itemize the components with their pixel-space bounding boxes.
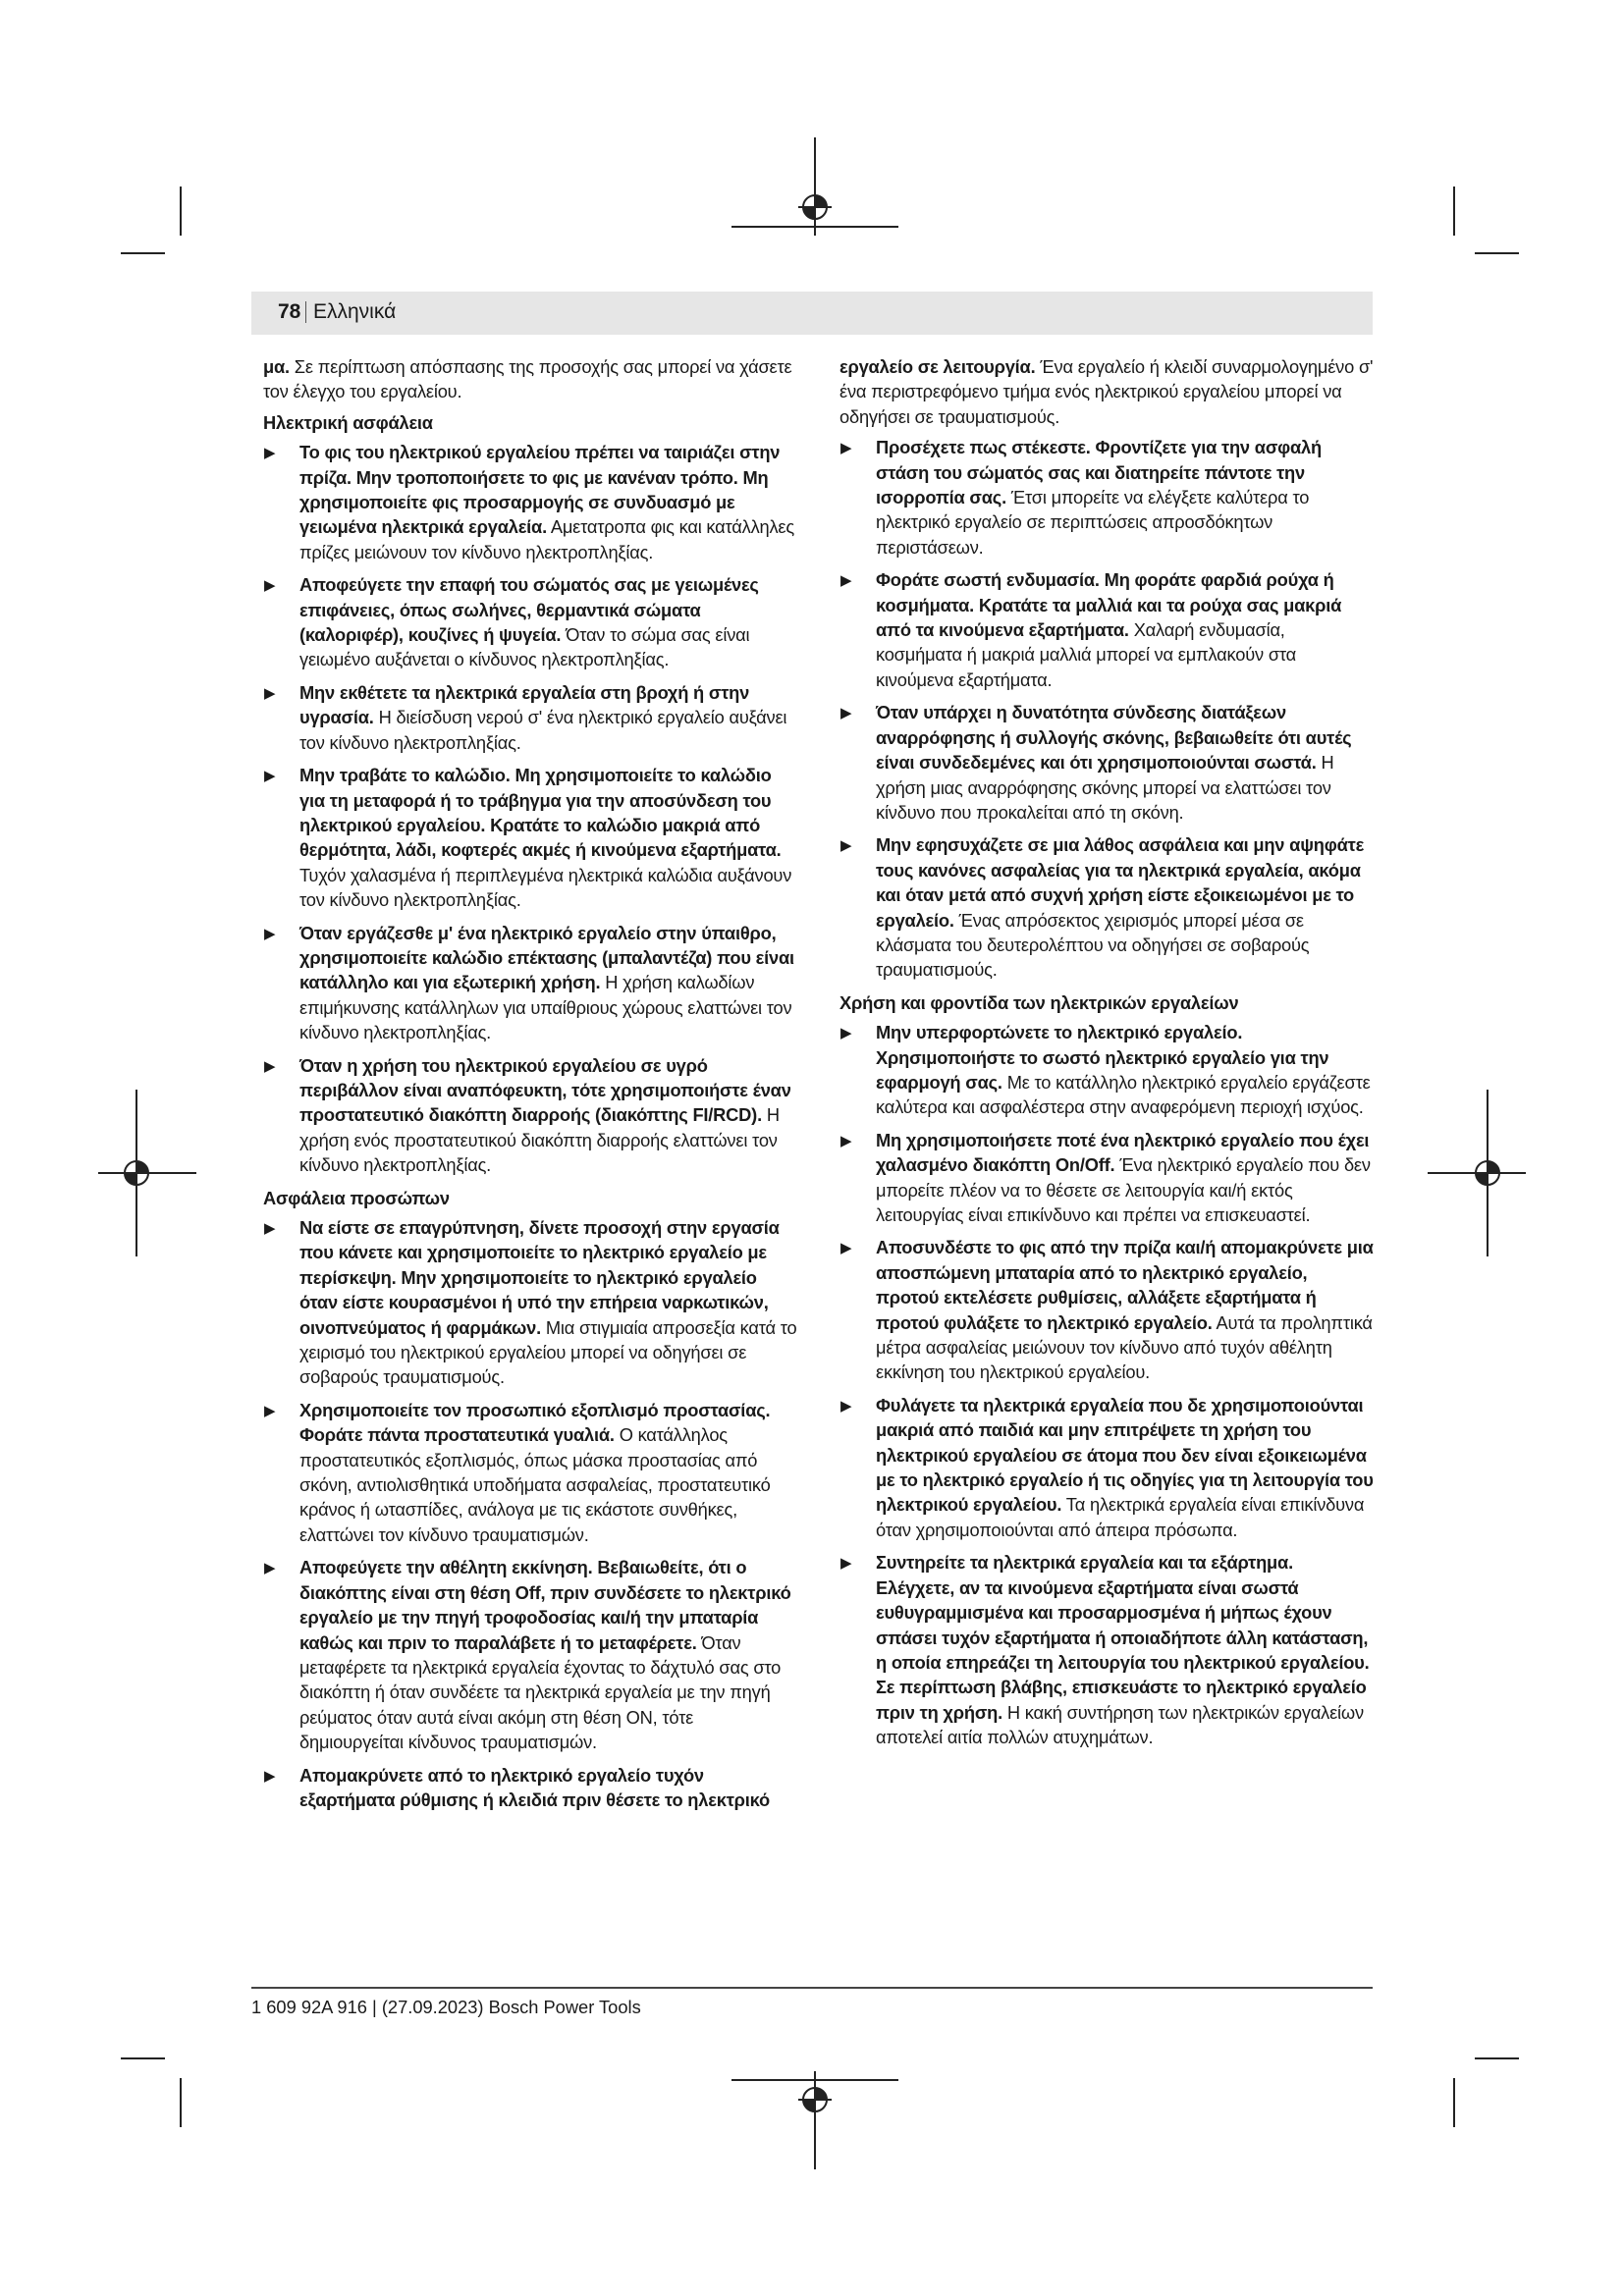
use-item — [839, 1020, 1375, 1120]
footer-rule — [251, 1987, 1373, 1989]
triangle-bullet-icon: ▶ — [840, 1132, 852, 1149]
item-text: Τα ηλεκτρικά εργαλεία είναι επικίνδυνα όταν χρησιμοποιούνται από άπειρα πρόσωπα. — [876, 1494, 1365, 1540]
item-bold: Χρησιμοποιείτε τον προσωπικό εξοπλισμό προστασίας. Φοράτε πάντα προστατευτικά γυαλιά. — [299, 1399, 771, 1446]
electrical-item — [263, 1053, 798, 1178]
triangle-bullet-icon: ▶ — [264, 445, 276, 462]
item-bold: Φυλάγετε τα ηλεκτρικά εργαλεία που δε χρησιμοποιούνται μακριά από παιδιά και μην επιτρέψετε τη χρήση του ηλεκτρικού εργαλείου σε άτομα που δεν είναι εξοικειωμένα με το ηλεκτρικό εργαλείο ή τις οδηγίες για τη λειτουργία του ηλεκτρικού εργαλείου. — [876, 1394, 1374, 1516]
triangle-bullet-icon: ▶ — [840, 1025, 852, 1042]
personal-item — [839, 700, 1375, 825]
triangle-bullet-icon: ▶ — [840, 705, 852, 722]
personal-item — [839, 567, 1375, 692]
heading-use-and-care: Χρήση και φροντίδα των ηλεκτρικών εργαλείων — [839, 991, 1239, 1013]
crop-mark-top-right-vertical — [1453, 187, 1455, 236]
item-bold: Όταν η χρήση του ηλεκτρικού εργαλείου σε υγρό περιβάλλον είναι αναπόφευκτη, τότε χρησιμοποιήστε έναν προστατευτικό διακόπτη διαρροής (διακόπτης FI/RCD). — [299, 1054, 791, 1126]
continued-text: Ένα εργαλείο ή κλειδί συναρμολογημένο σ' ένα περιστρεφόμενο τμήμα ενός ηλεκτρικού εργαλείου μπορεί να οδηγήσει σε τραυματισμούς. — [839, 356, 1374, 427]
electrical-item — [263, 921, 798, 1045]
item-bold: Αποφεύγετε την επαφή του σώματός σας με γειωμένες επιφάνειες, όπως σωλήνες, θερμαντικά σώματα (καλοριφέρ), κουζίνες ή ψυγεία. — [299, 574, 759, 646]
item-text: Η κακή συντήρηση των ηλεκτρικών εργαλείων αποτελεί αιτία πολλών ατυχημάτων. — [876, 1701, 1364, 1748]
item-bold: Φοράτε σωστή ενδυμασία. Μη φοράτε φαρδιά ρούχα ή κοσμήματα. Κρατάτε τα μαλλιά και τα ρούχα σας μακριά από τα κινούμενα εξαρτήματα. — [876, 569, 1342, 641]
item-text: Ένα ηλεκτρικό εργαλείο που δεν μπορείτε πλέον να το θέσετε σε λειτουργία και/ή εκτός λειτουργίας είναι επικίνδυνο και πρέπει να επισκευαστεί. — [876, 1154, 1371, 1225]
triangle-bullet-icon: ▶ — [840, 440, 852, 457]
item-bold: Συντηρείτε τα ηλεκτρικά εργαλεία και τα εξάρτημα. Ελέγχετε, αν τα κινούμενα εξαρτήματα είναι σωστά ευθυγραμμισμένα και προσαρμοσμένα ή μήπως έχουν σπάσει τυχόν εξαρτήματα ή οποιαδήποτε άλλη κατάσταση, η οποία επηρεάζει τη λειτουργία του ηλεκτρικού εργαλείου. Σε περίπτωση βλάβης, επισκευάστε το ηλεκτρικό εργαλείο πριν τη χρήση. — [876, 1552, 1370, 1723]
item-bold: Μη χρησιμοποιήσετε ποτέ ένα ηλεκτρικό εργαλείο που έχει χαλασμένο διακόπτη On/Off. — [876, 1129, 1370, 1176]
use-item — [839, 1550, 1375, 1749]
triangle-bullet-icon: ▶ — [264, 1560, 276, 1577]
registration-mark-right-icon — [1428, 1090, 1526, 1256]
crop-mark-bottom-right-vertical — [1453, 2078, 1455, 2127]
triangle-bullet-icon: ▶ — [840, 1555, 852, 1573]
triangle-bullet-icon: ▶ — [264, 925, 276, 942]
header-separator — [305, 301, 306, 323]
item-bold: Το φις του ηλεκτρικού εργαλείου πρέπει να ταιριάζει στην πρίζα. Μην τροποποιήσετε το φις με κανέναν τρόπο. Μη χρησιμοποιείτε φις προσαρμογής σε συνδυασμό με γειωμένα ηλεκτρικά εργαλεία. — [299, 442, 781, 538]
electrical-item — [263, 572, 798, 672]
item-text: Η χρήση καλωδίων επιμήκυνσης κατάλληλων για υπαίθριους χώρους ελαττώνει τον κίνδυνο ηλεκτροπληξίας. — [299, 972, 792, 1043]
item-bold: Μην τραβάτε το καλώδιο. Μη χρησιμοποιείτε το καλώδιο για τη μεταφορά ή το τράβηγμα για την αποσύνδεση του ηλεκτρικού εργαλείου. Κρατάτε το καλώδιο μακριά από θερμότητα, λάδι, κοφτερές ακμές ή κινούμενα εξαρτήματα. — [299, 765, 782, 861]
item-bold: Μην εκθέτετε τα ηλεκτρικά εργαλεία στη βροχή ή στην υγρασία. — [299, 681, 750, 728]
use-item — [839, 1393, 1375, 1542]
triangle-bullet-icon: ▶ — [264, 684, 276, 702]
item-bold: Να είστε σε επαγρύπνηση, δίνετε προσοχή στην εργασία που κάνετε και χρησιμοποιείτε το ηλεκτρικό εργαλείο με περίσκεψη. Μην χρησιμοποιείτε το ηλεκτρικό εργαλείο όταν είστε κουρασμένοι ή υπό την επήρεια ναρκωτικών, οινοπνεύματος ή φαρμάκων. — [299, 1217, 780, 1338]
personal-item — [839, 832, 1375, 982]
triangle-bullet-icon: ▶ — [264, 1402, 276, 1419]
item-text: Χαλαρή ενδυμασία, κοσμήματα ή μακριά μαλλιά μπορεί να εμπλακούν στα κινούμενα εξαρτήματα. — [876, 619, 1297, 690]
page-number: 78 — [278, 300, 301, 323]
electrical-item — [263, 763, 798, 912]
triangle-bullet-icon: ▶ — [264, 1767, 276, 1785]
item-bold: Όταν εργάζεσθε μ' ένα ηλεκτρικό εργαλείο στην ύπαιθρο, χρησιμοποιείτε καλώδιο επέκτασης (μπαλαντέζα) που είναι κατάλληλο και για εξωτερική χρήση. — [299, 922, 794, 993]
use-item — [839, 1235, 1375, 1384]
personal-item — [263, 1398, 798, 1547]
personal-item — [263, 1215, 798, 1390]
item-bold: Απομακρύνετε από το ηλεκτρικό εργαλείο τυχόν εξαρτήματα ρύθμισης ή κλειδιά πριν θέσετε το ηλεκτρικό — [299, 1764, 771, 1810]
electrical-item — [263, 440, 798, 564]
intro-paragraph — [263, 354, 798, 404]
crop-mark-top-right-horizontal — [1475, 252, 1519, 254]
registration-mark-bottom-icon — [731, 2071, 898, 2169]
item-bold: Όταν υπάρχει η δυνατότητα σύνδεσης διατάξεων αναρρόφησης ή συλλογής σκόνης, βεβαιωθείτε ότι αυτές είναι συνδεδεμένες και ότι χρησιμοποιούνται σωστά. — [876, 702, 1352, 774]
right-column — [839, 354, 1375, 1758]
continued-bold: εργαλείο σε λειτουργία. — [839, 356, 1036, 377]
triangle-bullet-icon: ▶ — [840, 1240, 852, 1257]
crop-mark-bottom-left-vertical — [180, 2078, 182, 2127]
use-item — [839, 1128, 1375, 1228]
item-text: Όταν το σώμα σας είναι γειωμένο αυξάνεται ο κίνδυνος ηλεκτροπληξίας. — [299, 624, 750, 670]
triangle-bullet-icon: ▶ — [264, 1057, 276, 1075]
continued-paragraph — [839, 354, 1375, 429]
page-header-bar — [251, 292, 1373, 335]
left-column — [263, 354, 798, 1820]
triangle-bullet-icon: ▶ — [264, 1220, 276, 1237]
personal-item — [263, 1763, 798, 1813]
crop-mark-bottom-right-horizontal — [1475, 2057, 1519, 2059]
footer-text: 1 609 92A 916 | (27.09.2023) Bosch Power Tools — [251, 1997, 641, 2017]
personal-item — [263, 1555, 798, 1754]
item-text: Τυχόν χαλασμένα ή περιπλεγμένα ηλεκτρικά καλώδια αυξάνουν τον κίνδυνο ηλεκτροπληξίας. — [299, 864, 792, 911]
registration-mark-top-icon — [731, 137, 898, 236]
intro-text: Σε περίπτωση απόσπασης της προσοχής σας μπορεί να χάσετε τον έλεγχο του εργαλείου. — [263, 356, 792, 402]
item-text: Ένας απρόσεκτος χειρισμός μπορεί μέσα σε κλάσματα του δευτερολέπτου να οδηγήσει σε σοβαρούς τραυματισμούς. — [876, 909, 1310, 981]
item-text: Με το κατάλληλο ηλεκτρικό εργαλείο εργάζεστε καλύτερα και ασφαλέστερα στην αναφερόμενη περιοχή ισχύος. — [876, 1071, 1371, 1118]
crop-mark-top-left-horizontal — [121, 252, 165, 254]
item-text: Μια στιγμιαία απροσεξία κατά το χειρισμό του ηλεκτρικού εργαλείου μπορεί να οδηγήσει σε σοβαρούς τραυματισμούς. — [299, 1316, 797, 1388]
intro-bold: μα. — [263, 356, 290, 377]
item-bold: Μην υπερφορτώνετε το ηλεκτρικό εργαλείο. Χρησιμοποιήστε το σωστό ηλεκτρικό εργαλείο για την εφαρμογή σας. — [876, 1022, 1329, 1093]
item-text: Η χρήση μιας αναρρόφησης σκόνης μπορεί να ελαττώσει τον κίνδυνο που προκαλείται από τη σκόνη. — [876, 752, 1334, 823]
item-bold: Αποφεύγετε την αθέλητη εκκίνηση. Βεβαιωθείτε, ότι ο διακόπτης είναι στη θέση Off, πριν συνδέσετε το ηλεκτρικό εργαλείο με την πηγή τροφοδοσίας και/ή την μπαταρία καθώς και πριν το παραλάβετε ή το μεταφέρετε. — [299, 1557, 791, 1653]
electrical-item — [263, 680, 798, 755]
item-text: Έτσι μπορείτε να ελέγξετε καλύτερα το ηλεκτρικό εργαλείο σε περιπτώσεις απροσδόκητων περιστάσεων. — [876, 487, 1310, 558]
triangle-bullet-icon: ▶ — [840, 572, 852, 590]
heading-personal-safety: Ασφάλεια προσώπων — [263, 1187, 450, 1208]
item-text: Αμετατροπα φις και κατάλληλες πρίζες μειώνουν τον κίνδυνο ηλεκτροπληξίας. — [299, 516, 794, 562]
triangle-bullet-icon: ▶ — [264, 577, 276, 595]
triangle-bullet-icon: ▶ — [840, 1397, 852, 1415]
item-bold: Αποσυνδέστε το φις από την πρίζα και/ή απομακρύνετε μια αποσπώμενη μπαταρία από το ηλεκτρικό εργαλείο, προτού εκτελέσετε ρυθμίσεις, αλλάξετε εξαρτήματα ή προτού φυλάξετε το ηλεκτρικό εργαλείο. — [876, 1237, 1374, 1333]
personal-item — [839, 435, 1375, 560]
triangle-bullet-icon: ▶ — [840, 837, 852, 855]
item-text: Η διείσδυση νερού σ' ένα ηλεκτρικό εργαλείο αυξάνει τον κίνδυνο ηλεκτροπληξίας. — [299, 707, 787, 753]
item-text: Η χρήση ενός προστατευτικού διακόπτη διαρροής ελαττώνει τον κίνδυνο ηλεκτροπληξίας. — [299, 1104, 780, 1176]
item-bold: Προσέχετε πως στέκεστε. Φροντίζετε για την ασφαλή στάση του σώματός σας και διατηρείτε πάντοτε την ισορροπία σας. — [876, 437, 1322, 508]
header-language: Ελληνικά — [313, 300, 397, 323]
registration-mark-left-icon — [98, 1090, 196, 1256]
item-text: Όταν μεταφέρετε τα ηλεκτρικά εργαλεία έχοντας το δάχτυλό σας στο διακόπτη ή όταν συνδέετε τα ηλεκτρικά εργαλεία με την πηγή ρεύματος όταν αυτά είναι ακόμη στη θέση ON, τότε δημιουργείται κίνδυνος τραυματισμών. — [299, 1631, 782, 1753]
crop-mark-top-left-vertical — [180, 187, 182, 236]
item-text: Αυτά τα προληπτικά μέτρα ασφαλείας μειώνουν τον κίνδυνο από τυχόν αθέλητη εκκίνηση του ηλεκτρικού εργαλείου. — [876, 1311, 1373, 1383]
item-text: Ο κατάλληλος προστατευτικός εξοπλισμός, όπως μάσκα προστασίας από σκόνη, αντιολισθητικά υποδήματα ασφαλείας, προστατευτικό κράνος ή ωτασπίδες, ανάλογα με τις εκάστοτε συνθήκες, ελαττώνει τον κίνδυνο τραυματισμών. — [299, 1424, 771, 1545]
heading-electrical-safety: Ηλεκτρική ασφάλεια — [263, 411, 433, 433]
item-bold: Μην εφησυχάζετε σε μια λάθος ασφάλεια και μην αψηφάτε τους κανόνες ασφαλείας για τα ηλεκτρικά εργαλεία, ακόμα και όταν μετά από συχνή χρήση είστε εξοικειωμένοι με το εργαλείο. — [876, 834, 1365, 931]
crop-mark-bottom-left-horizontal — [121, 2057, 165, 2059]
triangle-bullet-icon: ▶ — [264, 768, 276, 785]
